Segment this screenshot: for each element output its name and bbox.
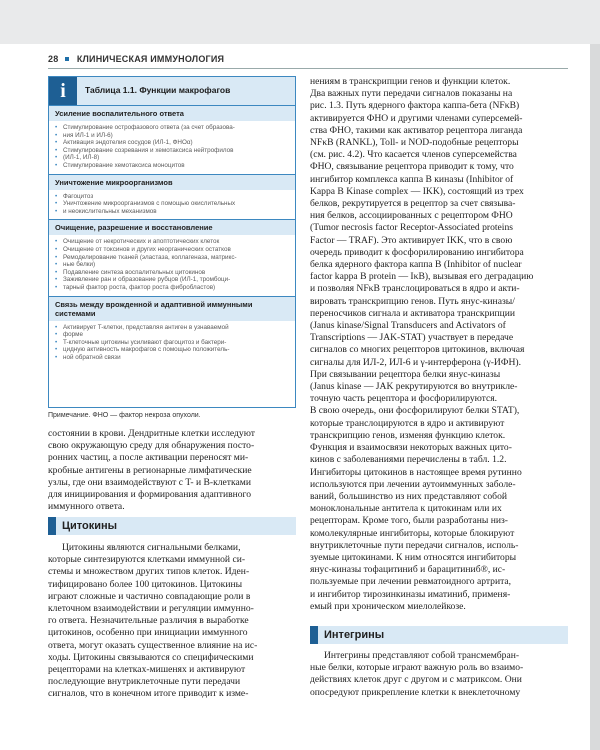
text-line: Два важных пути передачи сигналов показаны на — [310, 88, 513, 100]
text-line: ответа, могут оказать существенное влияние на ис- — [48, 639, 258, 651]
table-item: • ной обратной связи — [55, 354, 289, 362]
text-line: Ингибиторы цитокинов в настоящее время рутинно — [310, 466, 522, 478]
subhead-label: Интегрины — [324, 629, 385, 641]
running-title: КЛИНИЧЕСКАЯ ИММУНОЛОГИЯ — [76, 54, 225, 64]
text-line: В свою очередь, они фосфорилируют белки STAT), — [310, 405, 520, 417]
table-section-items — [49, 190, 295, 220]
table-body — [49, 105, 295, 365]
text-line: которые синтезируются клетками иммунной си- — [48, 554, 246, 566]
text-line: моноклональные антитела к цитокинам или их — [310, 503, 502, 515]
text-line: рецепторами на клетках-мишенях и активируют — [48, 664, 246, 676]
text-line: ронних частиц, а после активации переносят ми- — [48, 452, 249, 464]
top-margin-band — [0, 0, 600, 44]
text-line: действиях клеток друг с другом и с матриксом. Они — [310, 674, 522, 686]
text-line: опосредуют прикрепление клетки к внеклеточному — [310, 686, 521, 698]
text-line: которые транслоцируются в ядро и активируют — [310, 417, 505, 429]
table-item: • (ИЛ-1, ИЛ-8) — [55, 154, 289, 162]
text-line: ния белков, ассоциированных с рецептором ФНО — [310, 210, 513, 222]
table-item: • Уничтожение микроорганизмов с помощью окислительных — [55, 200, 289, 208]
table-section-heading: Очищение, разрешение и восстановление — [49, 219, 295, 235]
text-line: ства ФНО, такими как активатор рецептора лиганда — [310, 124, 523, 136]
text-line: ные белки, которые играют важную роль во взаимо- — [310, 662, 524, 674]
text-line: переносчиков сигнала и активатора транскрипции — [310, 307, 516, 319]
text-line: рецепторам. Кроме того, были разработаны низ- — [310, 515, 508, 527]
text-line: рис. 1.3. Путь ядерного фактора каппа-бета (NFκB) — [310, 100, 520, 112]
text-line: внутриклеточные пути передачи сигналов, исполь- — [310, 539, 519, 551]
table-item: • Активация эндотелия сосудов (ИЛ-1, ФНОα) — [55, 139, 289, 147]
text-line: го ответа. Незначительные различия в выработке — [48, 615, 249, 627]
table-item: • тарный фактор роста, фактор роста фибробластов) — [55, 284, 289, 292]
text-line: иммунного ответа. — [48, 501, 125, 513]
page-number: 28 — [48, 54, 59, 64]
text-line: цитокинов, особенно при инициации иммунного — [48, 627, 248, 639]
text-line: (Janus kinase/Signal Transducers and Activators of — [310, 320, 506, 332]
table-header — [49, 77, 295, 105]
left-column-para2 — [48, 542, 296, 701]
text-line: ходы. Цитокины связываются со специфическими — [48, 651, 254, 663]
right-column-para2 — [310, 650, 568, 699]
text-line: состоянии в крови. Дендритные клетки исследуют — [48, 428, 255, 439]
table-item: • Подавление синтеза воспалительных цитокинов — [55, 269, 289, 277]
table-note: Примечание. ФНО — фактор некроза опухоли. — [48, 412, 201, 419]
table-section-items — [49, 235, 295, 295]
text-line: клеточном взаимодействии и регуляции иммунно- — [48, 603, 254, 615]
chapter-side-tab — [590, 44, 600, 750]
table-item: • ные белки) — [55, 261, 289, 269]
table-section-items — [49, 321, 295, 366]
text-line: Transcriptions — JAK-STAT) участвует в передаче — [310, 332, 514, 344]
table-item: • Очищение от некротических и апоптотических клеток — [55, 238, 289, 246]
text-line: транскрипцию генов, изменяя функцию клеток. — [310, 429, 506, 441]
table-section-heading: Усиление воспалительного ответа — [49, 105, 295, 121]
left-column-para1 — [48, 428, 296, 513]
table-section-heading: Связь между врожденной и адаптивной иммунными системами — [49, 296, 295, 321]
text-line: Цитокины являются сигнальными белками, — [62, 542, 241, 553]
text-line: (см. рис. 4.2). Что касается членов суперсемейства — [310, 149, 517, 161]
text-line: и позволяя NFκB транслоцироваться в ядро и акти- — [310, 283, 520, 295]
subhead-label: Цитокины — [62, 520, 118, 532]
text-line: стемы и множеством других типов клеток. Иден- — [48, 566, 250, 578]
text-line: ингибитор комплекса каппа B киназы (Inhibitor of — [310, 173, 514, 185]
table-item: • ния ИЛ-1 и ИЛ-6) — [55, 132, 289, 140]
text-line: сигналов, что в конечном итоге приводит к изме- — [48, 688, 249, 700]
text-line: тифицировано более 100 цитокинов. Цитокины — [48, 578, 243, 590]
table-item: • Активирует T-клетки, представляя антиген в узнаваемой — [55, 324, 289, 332]
table-item: • форме — [55, 331, 289, 339]
text-line: зуемые цитокинами. К ним относятся ингибиторы — [310, 551, 517, 563]
table-item: • Фагоцитоз — [55, 193, 289, 201]
text-line: кробные антигены в регионарные лимфатические — [48, 464, 252, 476]
text-line: пользуемые при лечении ревматоидного артрита, — [310, 576, 512, 588]
text-line: активируется ФНО и другими членами суперсемей- — [310, 112, 523, 124]
table-item: • и неокислительных механизмов — [55, 208, 289, 216]
heading-marker-icon — [48, 517, 56, 535]
text-line: белка ядерного фактора каппа B (Inhibitor of nuclear — [310, 259, 522, 271]
text-line: сигналы для ИЛ-2, ИЛ-6 и γ-интерферона (γ-ИФН). — [310, 356, 521, 368]
table-item: • Заживление ран и образование рубцов (ИЛ-1, тромбоци- — [55, 276, 289, 284]
text-line: Интегрины представляют собой трансмембран- — [324, 650, 520, 661]
text-line: узлы, где они взаимодействуют с T- и B-клетками — [48, 476, 251, 488]
table-title: Таблица 1.1. Функции макрофагов — [85, 85, 231, 95]
text-line: (Janus kinase — JAK рекрутируются во внутрикле- — [310, 381, 518, 393]
table-item: • Стимулирование созревания и хемотаксиса нейтрофилов — [55, 147, 289, 155]
table-section-items — [49, 121, 295, 174]
table-item: • Очищение от токсинов и других неорганических остатков — [55, 246, 289, 254]
text-line: Factor — TRAF). Это активирует IKK, что в свою — [310, 234, 513, 246]
section-heading-cytokines — [48, 517, 296, 535]
text-line: и ингибитор тирозинкиназы иматиниб, применя- — [310, 588, 511, 600]
text-line: ФНО, связывание рецептора приводит к тому, что — [310, 161, 514, 173]
table-item: • Ремоделирование тканей (эластаза, коллагеназа, матрикс- — [55, 254, 289, 262]
text-line: При связывании рецептора белки янус-киназы — [310, 368, 501, 380]
running-header — [48, 54, 568, 68]
table-item: • Стимулирование хемотаксиса моноцитов — [55, 162, 289, 170]
text-line: последующие внутриклеточные пути передачи — [48, 676, 241, 688]
text-line: вировать транскрипцию генов. Путь янус-киназы/ — [310, 295, 515, 307]
text-line: сигналов со многих рецепторов цитокинов, включая — [310, 344, 525, 356]
text-line: янус-киназы тофацитиниб и барацитиниб®, ис- — [310, 564, 506, 576]
header-bullet-icon — [65, 57, 69, 61]
table-1-1 — [48, 76, 296, 408]
text-line: NFκB (RANKL), Toll- и NOD-подобные рецепторы — [310, 137, 519, 149]
text-line: нениям в транскрипции генов и функции клеток. — [310, 76, 511, 87]
table-section-heading: Уничтожение микроорганизмов — [49, 174, 295, 190]
text-line: кинов с заболеваниями перечислены в табл. 1.2. — [310, 454, 507, 466]
heading-marker-icon — [310, 626, 318, 644]
text-line: factor kappa B protein — IκB), вызывая его деградацию — [310, 271, 534, 283]
text-line: комолекулярные ингибиторы, которые блокируют — [310, 527, 515, 539]
table-item: • Стимулирование острофазового ответа (за счет образова- — [55, 124, 289, 132]
text-line: играют сложные и частично совпадающие роли в — [48, 590, 251, 602]
text-line: точную часть рецептора и фосфорилируются. — [310, 393, 498, 405]
info-icon: i — [49, 77, 77, 105]
text-line: емый при хроническом миелолейкозе. — [310, 600, 466, 612]
section-heading-integrins — [310, 626, 568, 644]
table-item: • T-клеточные цитокины усиливают фагоцитоз и бактери- — [55, 339, 289, 347]
text-line: Kappa B Kinase complex — IKK), состоящий из трех — [310, 185, 524, 197]
table-item: • цидную активность макрофагов с помощью положитель- — [55, 346, 289, 354]
right-column-para1 — [310, 76, 568, 613]
text-line: очередь приводит к фосфорилированию ингибитора — [310, 246, 524, 258]
text-line: свою окружающую среду для обнаружения посто- — [48, 440, 255, 452]
text-line: для инициирования и формирования адаптивного — [48, 489, 252, 501]
text-line: ваний, большинство из них представляют собой — [310, 490, 507, 502]
text-line: Функция и взаимосвязи некоторых важных цито- — [310, 442, 512, 454]
text-line: белков, рекрутируется в рецептор за счет связыва- — [310, 198, 516, 210]
text-line: используются при лечении аутоиммунных заболе- — [310, 478, 516, 490]
text-line: (Tumor necrosis factor Receptor-Associated proteins — [310, 222, 514, 234]
header-rule — [48, 68, 568, 69]
